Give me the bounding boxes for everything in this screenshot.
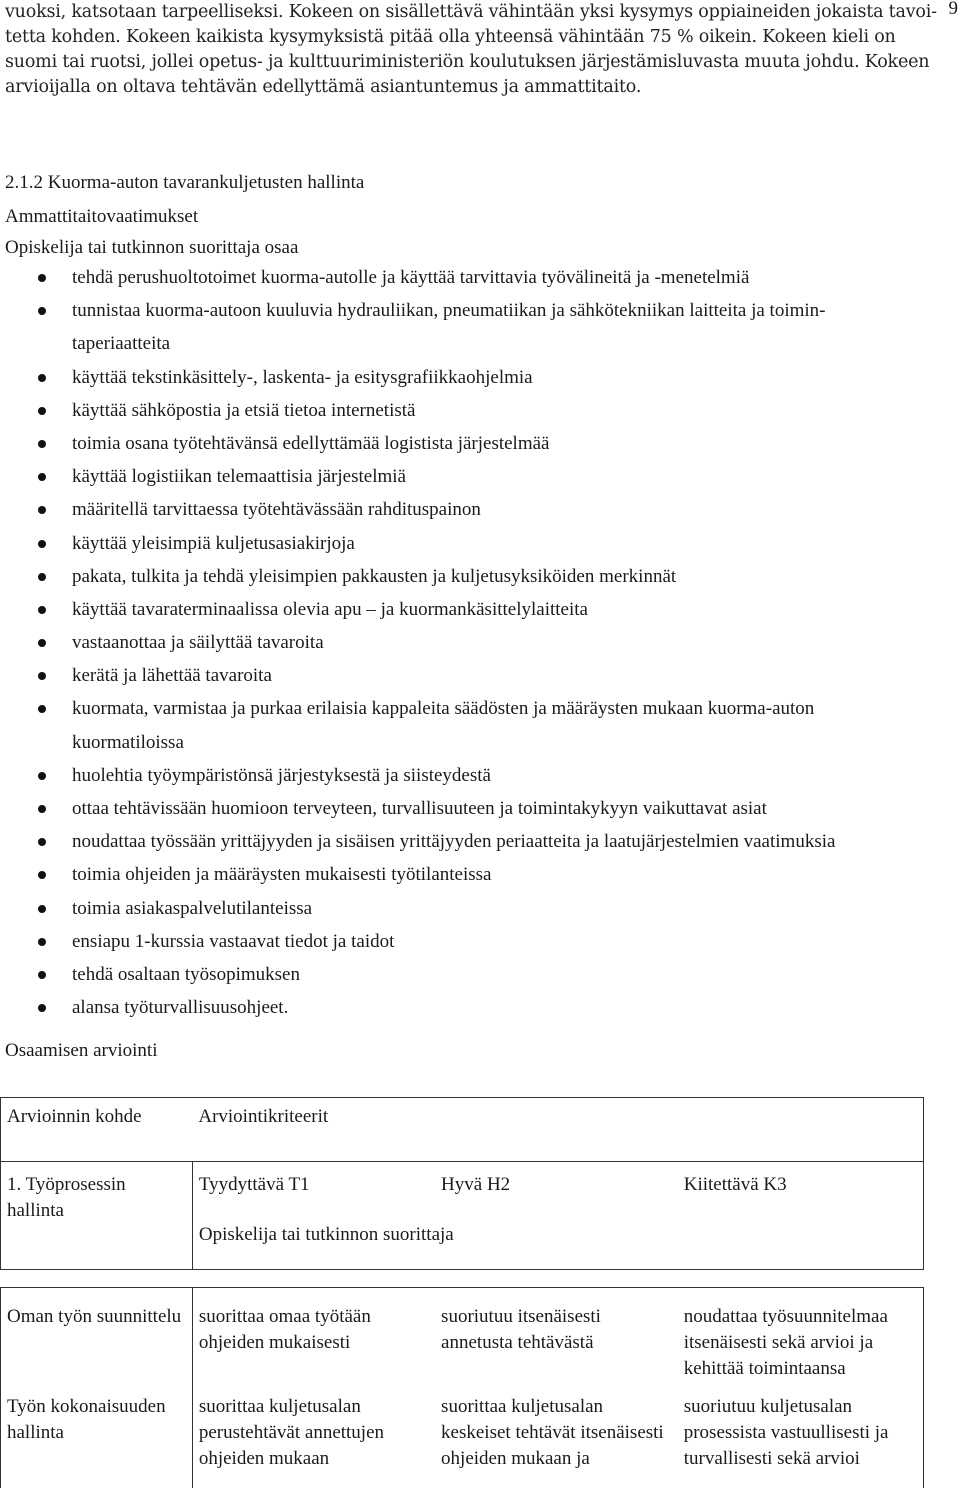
bullet-icon bbox=[38, 307, 46, 315]
list-item-continuation: kuormatiloissa bbox=[72, 731, 184, 753]
bullet-icon bbox=[38, 838, 46, 846]
list-item: käyttää yleisimpiä kuljetusasiakirjoja bbox=[0, 529, 960, 562]
bullet-icon bbox=[38, 506, 46, 514]
list-item: noudattaa työssään yrittäjyyden ja sisäisen yrittäjyyden periaatteita ja laatujärjestelmien vaatimuksia bbox=[0, 827, 960, 860]
list-item: huolehtia työympäristönsä järjestyksestä ja siisteydestä bbox=[0, 761, 960, 794]
bullet-icon bbox=[38, 374, 46, 382]
list-item: kuormata, varmistaa ja purkaa erilaisia kappaleita säädösten ja määräysten mukaan kuorma-auton bbox=[0, 694, 960, 727]
intro-line: arvioijalla on oltava tehtävän edellyttämä asiantuntemus ja ammattitaito. bbox=[5, 77, 642, 97]
list-item: määritellä tarvittaessa työtehtävässään rahdituspainon bbox=[0, 495, 960, 528]
intro-line: suomi tai ruotsi, jollei opetus- ja kulttuuriministeriön koulutuksen järjestämisluvasta muuta johdu. Kokeen bbox=[5, 52, 930, 72]
bullet-icon bbox=[38, 407, 46, 415]
list-item: pakata, tulkita ja tehdä yleisimpien pakkausten ja kuljetusyksiköiden merkinnät bbox=[0, 562, 960, 595]
requirements-intro: Opiskelija tai tutkinnon suorittaja osaa bbox=[5, 237, 299, 258]
bullet-icon bbox=[38, 905, 46, 913]
list-item: vastaanottaa ja säilyttää tavaroita bbox=[0, 628, 960, 661]
intro-paragraph bbox=[5, 0, 960, 100]
bullet-icon bbox=[38, 705, 46, 713]
table-header-criteria: Arviointikriteerit bbox=[192, 1098, 923, 1162]
list-item: käyttää tekstinkäsittely-, laskenta- ja esitysgrafiikkaohjelmia bbox=[0, 363, 960, 396]
list-item: toimia ohjeiden ja määräysten mukaisesti työtilanteissa bbox=[0, 860, 960, 893]
bullet-icon bbox=[38, 573, 46, 581]
list-item: ensiapu 1-kurssia vastaavat tiedot ja taidot bbox=[0, 927, 960, 960]
table-cell-k3: suoriutuu kuljetusalan prosessista vastuullisesti ja turvallisesti sekä arvioi bbox=[678, 1388, 924, 1488]
bullet-icon bbox=[38, 639, 46, 647]
bullet-icon bbox=[38, 672, 46, 680]
bullet-icon bbox=[38, 440, 46, 448]
list-item: tehdä perushuoltotoimet kuorma-autolle ja käyttää tarvittavia työvälineitä ja -menetelmiä bbox=[0, 263, 960, 296]
table-row-target: Työn kokonaisuuden hallinta bbox=[1, 1388, 193, 1488]
list-item: tunnistaa kuorma-autoon kuuluvia hydrauliikan, pneumatiikan ja sähkötekniikan laitteita ja toimin- bbox=[0, 296, 960, 329]
table-cell-t1: suorittaa kuljetusalan perustehtävät annettujen ohjeiden mukaan bbox=[198, 1396, 385, 1469]
bullet-icon bbox=[38, 473, 46, 481]
bullet-icon bbox=[38, 805, 46, 813]
list-item: toimia osana työtehtävänsä edellyttämää logistista järjestelmää bbox=[0, 429, 960, 462]
intro-line: tetta kohden. Kokeen kaikista kysymyksistä pitää olla yhteensä vähintään 75 % oikein. Kokeen kieli on bbox=[5, 27, 896, 47]
section-title: 2.1.2 Kuorma-auton tavarankuljetusten hallinta bbox=[5, 172, 365, 193]
requirements-list bbox=[0, 263, 960, 1026]
page-number: 9 bbox=[948, 0, 958, 19]
table-group-label: 1. Työprosessin hallinta bbox=[1, 1162, 193, 1270]
bullet-icon bbox=[38, 540, 46, 548]
list-item: tehdä osaltaan työsopimuksen bbox=[0, 960, 960, 993]
bullet-icon bbox=[38, 274, 46, 282]
table-row-target: Oman työn suunnittelu bbox=[1, 1288, 193, 1389]
list-item: alansa työturvallisuusohjeet. bbox=[0, 993, 960, 1026]
list-item: toimia asiakaspalvelutilanteissa bbox=[0, 894, 960, 927]
list-item: kerätä ja lähettää tavaroita bbox=[0, 661, 960, 694]
grade-t1: Tyydyttävä T1 bbox=[198, 1174, 310, 1195]
assessment-title: Osaamisen arviointi bbox=[5, 1040, 158, 1061]
list-item: käyttää sähköpostia ja etsiä tietoa internetistä bbox=[0, 396, 960, 429]
grade-k3: Kiitettävä K3 bbox=[678, 1162, 924, 1216]
bullet-icon bbox=[38, 971, 46, 979]
bullet-icon bbox=[38, 871, 46, 879]
requirements-heading: Ammattitaitovaatimukset bbox=[5, 206, 199, 227]
performer-label: Opiskelija tai tutkinnon suorittaja bbox=[192, 1216, 923, 1270]
bullet-icon bbox=[38, 938, 46, 946]
list-item: ottaa tehtävissään huomioon terveyteen, turvallisuuteen ja toimintakykyyn vaikuttavat asiat bbox=[0, 794, 960, 827]
list-item: käyttää tavaraterminaalissa olevia apu – ja kuormankäsittelylaitteita bbox=[0, 595, 960, 628]
grade-h2: Hyvä H2 bbox=[441, 1174, 511, 1195]
table-cell-k3: noudattaa työsuunnitelmaa itsenäisesti sekä arvioi ja kehittää toimintaansa bbox=[678, 1288, 924, 1389]
list-item: käyttää logistiikan telemaattisia järjestelmiä bbox=[0, 462, 960, 495]
list-item-continuation: taperiaatteita bbox=[72, 333, 171, 355]
table-cell-t1: suorittaa omaa työtään ohjeiden mukaisesti bbox=[192, 1288, 435, 1389]
intro-line: vuoksi, katsotaan tarpeelliseksi. Kokeen on sisällettävä vähintään yksi kysymys oppiaineiden jokaista tavoi- bbox=[5, 2, 937, 22]
bullet-icon bbox=[38, 772, 46, 780]
table-header-target: Arvioinnin kohde bbox=[1, 1098, 193, 1162]
table-cell-h2: suoriutuu itsenäisesti annetusta tehtävästä bbox=[435, 1288, 678, 1389]
criteria-table bbox=[0, 1097, 924, 1488]
table-cell-h2: suorittaa kuljetusalan keskeiset tehtävät itsenäisesti ohjeiden mukaan ja bbox=[441, 1396, 664, 1469]
bullet-icon bbox=[38, 606, 46, 614]
bullet-icon bbox=[38, 1004, 46, 1012]
